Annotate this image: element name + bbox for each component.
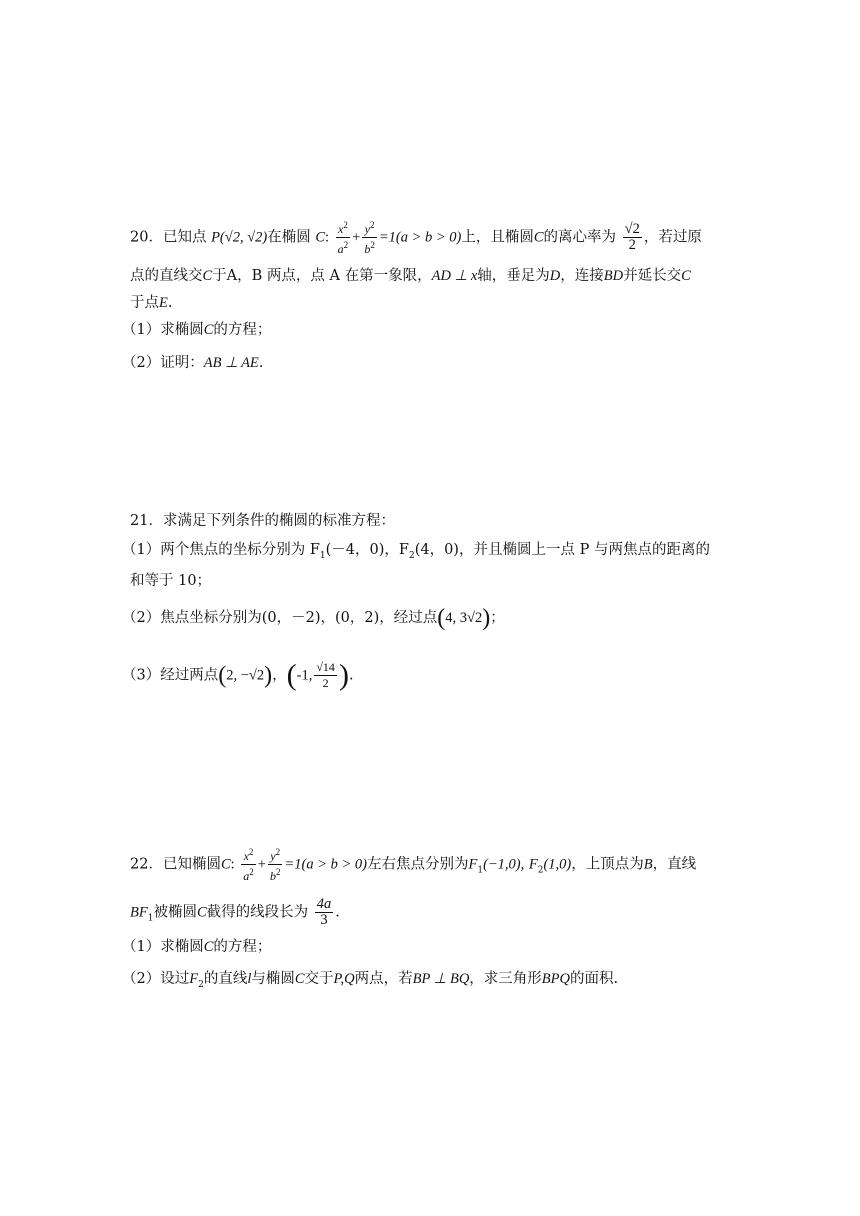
q20-line-2: 点的直线交C于A，B 两点，点 A 在第一象限，AD ⊥ x轴，垂足为D，连接BD并延长交C <box>130 268 691 284</box>
x2-over-a2: $\frac{x^2}{a^2}$ <box>243 847 254 883</box>
q21-line-1: 21．求满足下列条件的椭圆的标准方程： <box>130 513 395 529</box>
q21-point-2: 2, −√2 <box>226 667 265 684</box>
q22-part-2: （2）设过$F_2$的直线l与椭圆C交于P,Q两点，若BP ⊥ BQ，求三角形BPQ的面积. <box>122 971 619 990</box>
q21-point-1: 4, 3√2 <box>445 610 483 626</box>
q22-part-1: （1）求椭圆C的方程； <box>122 939 272 955</box>
x2-over-a2: $\frac{x^2}{a^2}$ <box>337 220 349 256</box>
q21-part-1-cont: 和等于 10； <box>130 573 212 589</box>
q22-line-1: 22．已知椭圆C: $\frac{x^2}{a^2}$ + $\frac{y^2}{b^2}$ =1(a > b > 0)左右焦点分别为$F_1(-1,0)$, $F_2(1,0)$，上顶点为B，直线 <box>130 847 697 883</box>
q20-line-1: 20．已知点 P(√2, √2)在椭圆 C: $\frac{x^2}{a^2}$ + $\frac{y^2}{b^2}$ =1(a > b > 0)上，且椭圆C的离心率为 $\frac{√2}{2}$ ，若过原 <box>130 220 702 256</box>
y2-over-b2: $\frac{y^2}{b^2}$ <box>269 847 281 883</box>
q21-part-3: （3）经过两点(2, −√2)，(-1, $\frac{√14}{2}$ ). <box>122 658 354 692</box>
q20-part-2: （2）证明：AB ⊥ AE. <box>122 355 264 371</box>
q21-part-2: （2）焦点坐标分别为(0，－2)，(0，2)，经过点(4, 3√2)； <box>122 605 505 631</box>
q22-line-2: $BF_1$被椭圆C截得的线段长为 $\frac{4a}{3}$ . <box>130 896 340 928</box>
eccentricity-fraction: $\frac{√2}{2}$ <box>624 221 640 253</box>
q20-line-3: 于点E. <box>130 295 173 311</box>
segment-length-fraction: $\frac{4a}{3}$ <box>316 896 332 928</box>
q21-point-3-fraction: $\frac{√14}{2}$ <box>316 660 335 690</box>
q22-number: 22． <box>130 856 163 873</box>
q20-part-1: （1）求椭圆C的方程； <box>122 322 272 338</box>
q20-number: 20． <box>130 229 163 246</box>
q21-part-1: （1）两个焦点的坐标分别为 $F_1(-4$，0)，$F_2(4$，0)，并且椭圆上一点 P 与两焦点的距离的 <box>122 542 710 561</box>
y2-over-b2: $\frac{y^2}{b^2}$ <box>364 220 375 256</box>
q20-point: P(√2, √2) <box>211 229 268 246</box>
